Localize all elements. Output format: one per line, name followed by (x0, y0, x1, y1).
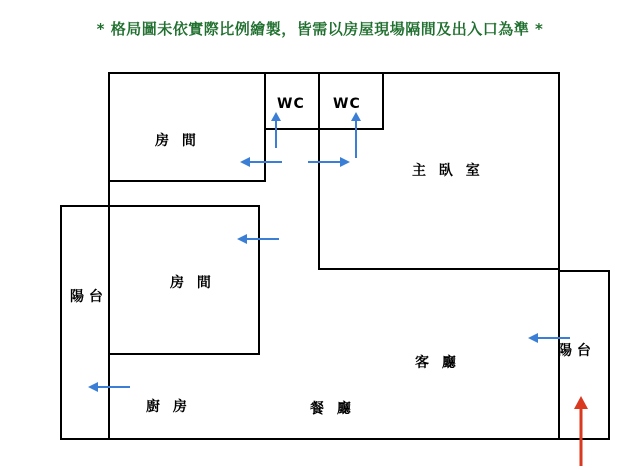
wall-wc-right-edge (382, 72, 384, 130)
room-label-bedroom-lower: 房 間 (170, 275, 215, 291)
wall-top-outer (108, 72, 560, 74)
door-arrow-wc-right (348, 112, 364, 158)
wall-left-upper (108, 72, 110, 207)
door-arrow-balcony-right (528, 331, 570, 345)
room-label-living-room: 客 廳 (415, 355, 460, 371)
wall-master-bottom (318, 268, 560, 270)
door-arrow-wc-left (268, 112, 284, 148)
wall-balcony-right-top (558, 270, 610, 272)
wall-balcony-left-inner (108, 205, 110, 440)
door-arrow-bedroom-lower (237, 232, 279, 246)
wall-bottom-outer (60, 438, 610, 440)
door-arrow-balcony-left (88, 380, 130, 394)
room-label-dining-room: 餐 廳 (310, 401, 355, 417)
wall-bedroom-upper-bottom (110, 180, 266, 182)
entrance-arrow (572, 396, 590, 466)
wall-balcony-left-top (60, 205, 260, 207)
wall-master-left (318, 128, 320, 270)
wall-wc-divider (318, 72, 320, 130)
wall-bedroom-lower-right (258, 205, 260, 355)
door-arrow-bedroom-upper (240, 155, 282, 169)
wall-balcony-left-outer (60, 205, 62, 440)
room-label-master-bedroom: 主 臥 室 (412, 163, 484, 179)
wall-bedroom-lower-bottom (110, 353, 260, 355)
room-label-wc-right: WC (333, 96, 361, 112)
door-arrow-master-bedroom (308, 155, 350, 169)
room-label-balcony-left: 陽 台 (70, 289, 103, 305)
wall-balcony-right-outer (608, 270, 610, 440)
room-label-bedroom-upper: 房 間 (155, 133, 200, 149)
wall-right-upper (558, 72, 560, 270)
room-label-balcony-right: 陽 台 (558, 343, 591, 359)
disclaimer-text: * 格局圖未依實際比例繪製，皆需以房屋現場隔間及出入口為準 * (96, 20, 544, 38)
room-label-kitchen: 廚 房 (146, 399, 191, 415)
room-label-wc-left: WC (277, 96, 305, 112)
